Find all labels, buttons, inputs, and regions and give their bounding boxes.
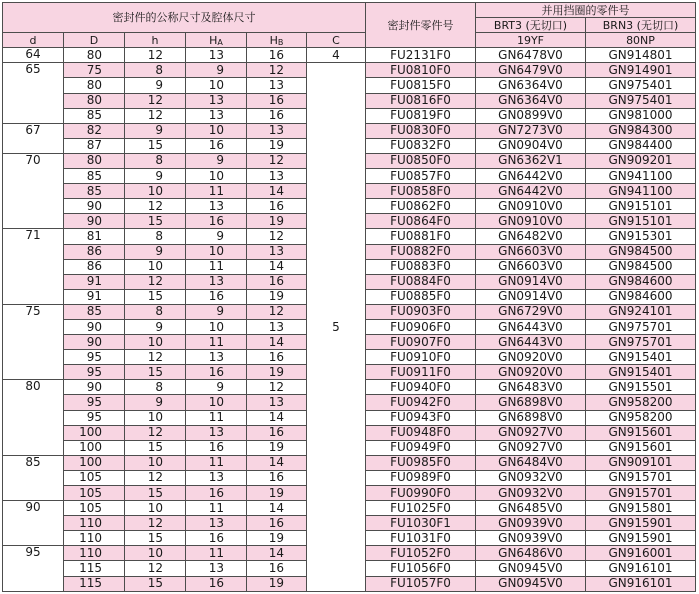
cell-seal-part-no: FU1052F0	[366, 546, 476, 561]
cell-hb: 14	[247, 501, 307, 516]
col-header-d: d	[3, 33, 64, 48]
cell-ha: 13	[186, 516, 247, 531]
cell-ha: 13	[186, 274, 247, 289]
cell-d: 67	[3, 123, 64, 153]
cell-hb: 12	[247, 380, 307, 395]
cell-big-d: 100	[64, 425, 125, 440]
cell-hb: 16	[247, 561, 307, 576]
cell-seal-part-no: FU0911F0	[366, 365, 476, 380]
cell-brn3-part-no: GN984400	[586, 138, 696, 153]
cell-ha: 10	[186, 244, 247, 259]
cell-h: 12	[125, 199, 186, 214]
cell-brn3-part-no: GN915701	[586, 470, 696, 485]
cell-brn3-part-no: GN984500	[586, 259, 696, 274]
cell-h: 10	[125, 184, 186, 199]
cell-d: 85	[3, 455, 64, 500]
cell-brn3-part-no: GN975401	[586, 93, 696, 108]
cell-big-d: 110	[64, 531, 125, 546]
cell-hb: 14	[247, 455, 307, 470]
table-row	[3, 48, 696, 63]
cell-brn3-part-no: GN981000	[586, 108, 696, 123]
cell-big-d: 105	[64, 470, 125, 485]
cell-brt3-part-no: GN6729V0	[476, 304, 586, 319]
cell-ha: 13	[186, 199, 247, 214]
cell-brt3-part-no: GN6898V0	[476, 395, 586, 410]
cell-big-d: 105	[64, 501, 125, 516]
cell-brt3-part-no: GN6484V0	[476, 455, 586, 470]
cell-h: 10	[125, 335, 186, 350]
cell-ha: 10	[186, 123, 247, 138]
cell-h: 10	[125, 410, 186, 425]
cell-hb: 16	[247, 199, 307, 214]
cell-h: 15	[125, 531, 186, 546]
cell-brt3-part-no: GN6442V0	[476, 169, 586, 184]
col-header-ha	[186, 33, 247, 48]
cell-brt3-part-no: GN0910V0	[476, 199, 586, 214]
cell-seal-part-no: FU0948F0	[366, 425, 476, 440]
cell-brt3-part-no: GN0927V0	[476, 425, 586, 440]
cell-hb: 16	[247, 470, 307, 485]
cell-brn3-part-no: GN915301	[586, 229, 696, 244]
cell-ha: 13	[186, 425, 247, 440]
cell-h: 10	[125, 259, 186, 274]
cell-seal-part-no: FU1056F0	[366, 561, 476, 576]
cell-brn3-part-no: GN975701	[586, 335, 696, 350]
cell-big-d: 90	[64, 380, 125, 395]
cell-big-d: 75	[64, 63, 125, 78]
cell-brt3-part-no: GN0914V0	[476, 274, 586, 289]
cell-big-d: 100	[64, 455, 125, 470]
cell-seal-part-no: FU0815F0	[366, 78, 476, 93]
cell-h: 9	[125, 395, 186, 410]
cell-hb: 19	[247, 531, 307, 546]
cell-hb: 12	[247, 304, 307, 319]
cell-big-d: 110	[64, 516, 125, 531]
cell-hb: 16	[247, 93, 307, 108]
cell-brn3-part-no: GN915901	[586, 531, 696, 546]
dims-title: 密封件的公称尺寸及腔体尺寸	[3, 3, 366, 33]
cell-seal-part-no: FU0989F0	[366, 470, 476, 485]
cell-d: 65	[3, 63, 64, 123]
cell-seal-part-no: FU0832F0	[366, 138, 476, 153]
seal-part-no-title: 密封件零件号	[366, 3, 476, 48]
cell-hb: 13	[247, 319, 307, 334]
cell-big-d: 90	[64, 335, 125, 350]
col-header-hb	[247, 33, 307, 48]
cell-ha: 16	[186, 138, 247, 153]
cell-h: 8	[125, 304, 186, 319]
cell-c: 4	[307, 48, 366, 63]
cell-big-d: 95	[64, 350, 125, 365]
cell-brn3-part-no: GN915801	[586, 501, 696, 516]
cell-seal-part-no: FU0864F0	[366, 214, 476, 229]
table-header	[3, 3, 696, 48]
cell-hb: 19	[247, 440, 307, 455]
cell-hb: 19	[247, 486, 307, 501]
brt3-material: 19YF	[476, 33, 586, 48]
cell-ha: 16	[186, 214, 247, 229]
cell-seal-part-no: FU0862F0	[366, 199, 476, 214]
cell-hb: 13	[247, 244, 307, 259]
cell-brt3-part-no: GN0899V0	[476, 108, 586, 123]
cell-seal-part-no: FU1030F1	[366, 516, 476, 531]
cell-brn3-part-no: GN915101	[586, 214, 696, 229]
cell-hb: 14	[247, 184, 307, 199]
cell-ha: 13	[186, 561, 247, 576]
cell-h: 12	[125, 108, 186, 123]
cell-seal-part-no: FU0906F0	[366, 319, 476, 334]
cell-big-d: 95	[64, 410, 125, 425]
cell-ha: 16	[186, 486, 247, 501]
cell-h: 9	[125, 244, 186, 259]
cell-seal-part-no: FU0903F0	[366, 304, 476, 319]
cell-hb: 12	[247, 229, 307, 244]
cell-brt3-part-no: GN0932V0	[476, 470, 586, 485]
cell-brt3-part-no: GN6603V0	[476, 244, 586, 259]
cell-h: 12	[125, 48, 186, 63]
cell-h: 15	[125, 440, 186, 455]
cell-brt3-part-no: GN0945V0	[476, 576, 586, 591]
cell-seal-part-no: FU1057F0	[366, 576, 476, 591]
cell-brn3-part-no: GN915601	[586, 425, 696, 440]
cell-big-d: 87	[64, 138, 125, 153]
cell-brt3-part-no: GN6483V0	[476, 380, 586, 395]
cell-hb: 14	[247, 546, 307, 561]
cell-hb: 19	[247, 365, 307, 380]
cell-brn3-part-no: GN984500	[586, 244, 696, 259]
cell-brn3-part-no: GN916001	[586, 546, 696, 561]
cell-brt3-part-no: GN6364V0	[476, 93, 586, 108]
cell-hb: 13	[247, 169, 307, 184]
cell-brt3-part-no: GN0945V0	[476, 561, 586, 576]
cell-brn3-part-no: GN941100	[586, 169, 696, 184]
cell-d: 64	[3, 48, 64, 63]
cell-ha: 9	[186, 63, 247, 78]
cell-brt3-part-no: GN0910V0	[476, 214, 586, 229]
cell-h: 10	[125, 501, 186, 516]
cell-big-d: 85	[64, 304, 125, 319]
cell-h: 12	[125, 561, 186, 576]
cell-h: 8	[125, 63, 186, 78]
brn3-material: 80NP	[586, 33, 696, 48]
cell-brt3-part-no: GN6362V1	[476, 153, 586, 168]
cell-brt3-part-no: GN0939V0	[476, 531, 586, 546]
cell-brt3-part-no: GN6479V0	[476, 63, 586, 78]
cell-ha: 13	[186, 108, 247, 123]
cell-brn3-part-no: GN915401	[586, 350, 696, 365]
cell-big-d: 91	[64, 274, 125, 289]
cell-h: 9	[125, 78, 186, 93]
cell-brt3-part-no: GN0939V0	[476, 516, 586, 531]
cell-h: 8	[125, 229, 186, 244]
cell-hb: 19	[247, 214, 307, 229]
cell-d: 90	[3, 501, 64, 546]
cell-big-d: 95	[64, 365, 125, 380]
col-header-c: C	[307, 33, 366, 48]
cell-brn3-part-no: GN924101	[586, 304, 696, 319]
cell-ha: 9	[186, 153, 247, 168]
cell-brt3-part-no: GN6485V0	[476, 501, 586, 516]
cell-h: 10	[125, 455, 186, 470]
cell-ha: 11	[186, 455, 247, 470]
col-header-h: h	[125, 33, 186, 48]
cell-brt3-part-no: GN0927V0	[476, 440, 586, 455]
cell-big-d: 81	[64, 229, 125, 244]
cell-hb: 12	[247, 153, 307, 168]
cell-brn3-part-no: GN915901	[586, 516, 696, 531]
cell-hb: 14	[247, 259, 307, 274]
cell-ha: 11	[186, 335, 247, 350]
cell-ha: 10	[186, 319, 247, 334]
cell-big-d: 85	[64, 169, 125, 184]
cell-brn3-part-no: GN975701	[586, 319, 696, 334]
cell-brn3-part-no: GN914801	[586, 48, 696, 63]
cell-hb: 16	[247, 108, 307, 123]
cell-h: 8	[125, 153, 186, 168]
cell-seal-part-no: FU0882F0	[366, 244, 476, 259]
cell-hb: 14	[247, 410, 307, 425]
cell-ha: 11	[186, 184, 247, 199]
cell-brt3-part-no: GN0914V0	[476, 289, 586, 304]
cell-h: 15	[125, 214, 186, 229]
cell-d: 80	[3, 380, 64, 455]
cell-big-d: 80	[64, 78, 125, 93]
cell-brn3-part-no: GN984600	[586, 274, 696, 289]
cell-brt3-part-no: GN6364V0	[476, 78, 586, 93]
header-row-1	[3, 3, 696, 18]
cell-h: 15	[125, 138, 186, 153]
cell-seal-part-no: FU0985F0	[366, 455, 476, 470]
cell-h: 12	[125, 470, 186, 485]
cell-hb: 19	[247, 138, 307, 153]
cell-ha: 9	[186, 304, 247, 319]
cell-seal-part-no: FU0940F0	[366, 380, 476, 395]
cell-brt3-part-no: GN6603V0	[476, 259, 586, 274]
cell-seal-part-no: FU0885F0	[366, 289, 476, 304]
cell-brn3-part-no: GN941100	[586, 184, 696, 199]
cell-brn3-part-no: GN975401	[586, 78, 696, 93]
cell-hb: 13	[247, 123, 307, 138]
cell-ha: 11	[186, 410, 247, 425]
cell-brn3-part-no: GN984300	[586, 123, 696, 138]
cell-ha: 16	[186, 365, 247, 380]
cell-brt3-part-no: GN6442V0	[476, 184, 586, 199]
cell-hb: 13	[247, 78, 307, 93]
cell-d: 70	[3, 153, 64, 228]
backup-ring-title: 并用挡圈的零件号	[476, 3, 696, 18]
brt3-header: BRT3 (无切口)	[476, 18, 586, 33]
cell-h: 15	[125, 289, 186, 304]
cell-seal-part-no: FU0942F0	[366, 395, 476, 410]
cell-brn3-part-no: GN915701	[586, 486, 696, 501]
cell-big-d: 86	[64, 259, 125, 274]
cell-brt3-part-no: GN6482V0	[476, 229, 586, 244]
cell-big-d: 100	[64, 440, 125, 455]
cell-h: 9	[125, 123, 186, 138]
cell-hb: 16	[247, 274, 307, 289]
cell-ha: 16	[186, 440, 247, 455]
cell-d: 75	[3, 304, 64, 379]
cell-ha: 10	[186, 395, 247, 410]
cell-seal-part-no: FU0910F0	[366, 350, 476, 365]
cell-seal-part-no: FU2131F0	[366, 48, 476, 63]
cell-hb: 13	[247, 395, 307, 410]
cell-big-d: 80	[64, 93, 125, 108]
cell-h: 15	[125, 486, 186, 501]
cell-brn3-part-no: GN915401	[586, 365, 696, 380]
cell-seal-part-no: FU0881F0	[366, 229, 476, 244]
cell-seal-part-no: FU0990F0	[366, 486, 476, 501]
cell-hb: 19	[247, 576, 307, 591]
cell-ha: 11	[186, 501, 247, 516]
cell-big-d: 110	[64, 546, 125, 561]
cell-ha: 9	[186, 380, 247, 395]
cell-ha: 10	[186, 169, 247, 184]
seal-dimension-table	[2, 2, 696, 592]
cell-h: 12	[125, 350, 186, 365]
cell-seal-part-no: FU0850F0	[366, 153, 476, 168]
cell-ha: 9	[186, 229, 247, 244]
cell-ha: 13	[186, 470, 247, 485]
cell-hb: 14	[247, 335, 307, 350]
brn3-header: BRN3 (无切口)	[586, 18, 696, 33]
cell-brn3-part-no: GN915601	[586, 440, 696, 455]
cell-h: 12	[125, 93, 186, 108]
cell-brn3-part-no: GN909101	[586, 455, 696, 470]
cell-brt3-part-no: GN0904V0	[476, 138, 586, 153]
cell-brt3-part-no: GN6478V0	[476, 48, 586, 63]
col-header-hb-main: H	[269, 33, 278, 47]
cell-h: 12	[125, 516, 186, 531]
cell-big-d: 80	[64, 153, 125, 168]
cell-brt3-part-no: GN6898V0	[476, 410, 586, 425]
cell-seal-part-no: FU0819F0	[366, 108, 476, 123]
cell-brn3-part-no: GN909201	[586, 153, 696, 168]
cell-brn3-part-no: GN916101	[586, 576, 696, 591]
cell-seal-part-no: FU0943F0	[366, 410, 476, 425]
cell-h: 12	[125, 274, 186, 289]
cell-h: 15	[125, 365, 186, 380]
cell-seal-part-no: FU0816F0	[366, 93, 476, 108]
cell-d: 71	[3, 229, 64, 304]
cell-big-d: 85	[64, 108, 125, 123]
cell-hb: 16	[247, 350, 307, 365]
cell-big-d: 90	[64, 319, 125, 334]
cell-h: 8	[125, 380, 186, 395]
cell-ha: 13	[186, 48, 247, 63]
cell-hb: 19	[247, 289, 307, 304]
cell-big-d: 95	[64, 395, 125, 410]
cell-seal-part-no: FU1031F0	[366, 531, 476, 546]
cell-big-d: 90	[64, 214, 125, 229]
cell-brt3-part-no: GN6443V0	[476, 319, 586, 334]
cell-brt3-part-no: GN0920V0	[476, 350, 586, 365]
cell-c: 5	[307, 63, 366, 591]
cell-hb: 16	[247, 516, 307, 531]
cell-ha: 11	[186, 546, 247, 561]
cell-big-d: 105	[64, 486, 125, 501]
cell-hb: 12	[247, 63, 307, 78]
cell-big-d: 90	[64, 199, 125, 214]
cell-big-d: 85	[64, 184, 125, 199]
cell-ha: 16	[186, 531, 247, 546]
table-body	[3, 48, 696, 591]
cell-brt3-part-no: GN0932V0	[476, 486, 586, 501]
cell-ha: 13	[186, 350, 247, 365]
cell-brn3-part-no: GN914901	[586, 63, 696, 78]
cell-big-d: 115	[64, 576, 125, 591]
cell-brn3-part-no: GN915501	[586, 380, 696, 395]
cell-brn3-part-no: GN916101	[586, 561, 696, 576]
cell-seal-part-no: FU0949F0	[366, 440, 476, 455]
cell-ha: 11	[186, 259, 247, 274]
table-row	[3, 63, 696, 78]
cell-brt3-part-no: GN7273V0	[476, 123, 586, 138]
cell-brt3-part-no: GN6443V0	[476, 335, 586, 350]
cell-brn3-part-no: GN958200	[586, 410, 696, 425]
cell-brn3-part-no: GN984600	[586, 289, 696, 304]
cell-brt3-part-no: GN0920V0	[476, 365, 586, 380]
cell-ha: 16	[186, 576, 247, 591]
header-row-3	[3, 33, 696, 48]
cell-big-d: 82	[64, 123, 125, 138]
cell-seal-part-no: FU0883F0	[366, 259, 476, 274]
cell-hb: 16	[247, 48, 307, 63]
col-header-hb-sub: B	[277, 37, 284, 47]
cell-seal-part-no: FU0907F0	[366, 335, 476, 350]
cell-h: 15	[125, 576, 186, 591]
cell-h: 10	[125, 546, 186, 561]
cell-h: 12	[125, 425, 186, 440]
cell-big-d: 91	[64, 289, 125, 304]
col-header-ha-sub: A	[217, 37, 223, 47]
cell-brt3-part-no: GN6486V0	[476, 546, 586, 561]
cell-brn3-part-no: GN958200	[586, 395, 696, 410]
cell-d: 95	[3, 546, 64, 591]
cell-ha: 16	[186, 289, 247, 304]
cell-brn3-part-no: GN915101	[586, 199, 696, 214]
cell-seal-part-no: FU0884F0	[366, 274, 476, 289]
cell-hb: 16	[247, 425, 307, 440]
cell-ha: 13	[186, 93, 247, 108]
cell-h: 9	[125, 169, 186, 184]
cell-big-d: 86	[64, 244, 125, 259]
cell-seal-part-no: FU0858F0	[366, 184, 476, 199]
col-header-ha-main: H	[209, 33, 218, 47]
cell-ha: 10	[186, 78, 247, 93]
cell-h: 9	[125, 319, 186, 334]
cell-big-d: 80	[64, 48, 125, 63]
cell-big-d: 115	[64, 561, 125, 576]
col-header-big-d: D	[64, 33, 125, 48]
cell-seal-part-no: FU1025F0	[366, 501, 476, 516]
cell-seal-part-no: FU0810F0	[366, 63, 476, 78]
cell-seal-part-no: FU0857F0	[366, 169, 476, 184]
cell-seal-part-no: FU0830F0	[366, 123, 476, 138]
